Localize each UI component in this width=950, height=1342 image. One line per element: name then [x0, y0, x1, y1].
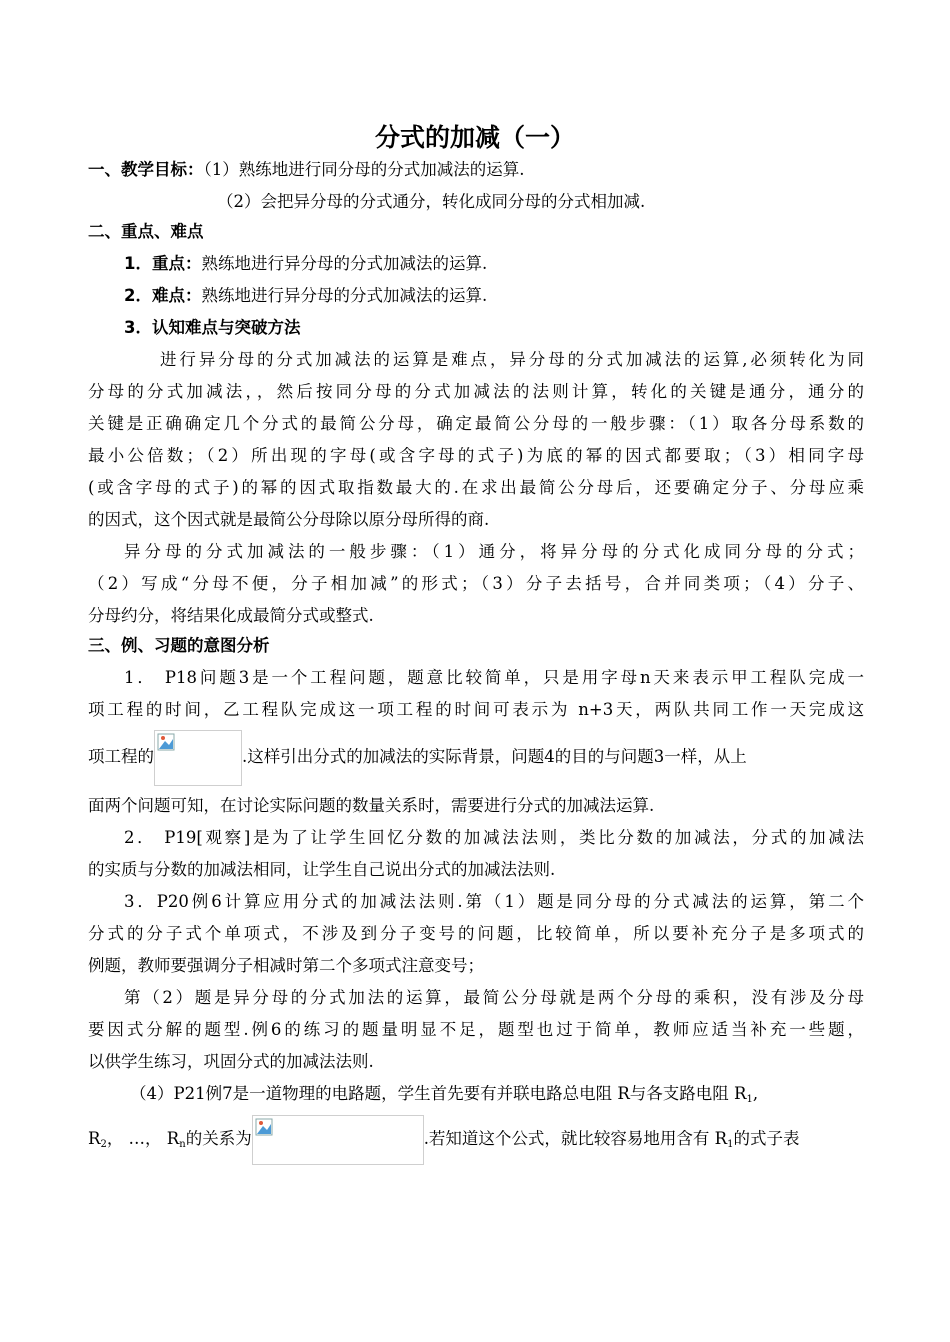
- paragraph-line: 项工程的时间，乙工程队完成这一项工程的时间可表示为 n+3天，两队共同工作一天完成这: [88, 700, 864, 719]
- goal-2: （2）会把异分母的分式通分，转化成同分母的分式相加减.: [217, 192, 646, 211]
- section-heading-analysis: 三、例、习题的意图分析: [88, 636, 270, 655]
- formula-line-2: [88, 1112, 864, 1166]
- paragraph-line: 分母约分，将结果化成最简分式或整式.: [88, 606, 374, 625]
- paragraph-line: (或含字母的式子)的幂的因式取指数最大的.在求出最简公分母后，还要确定分子、分母应乘: [88, 478, 864, 497]
- keypoint-1-label: 1．重点：: [124, 254, 202, 273]
- section-heading-keypoints: 二、重点、难点: [88, 222, 204, 241]
- circuit-line-1: [130, 1078, 870, 1110]
- paragraph-line: 关键是正确确定几个分式的最简公分母，确定最简公分母的一般步骤：（1）取各分母系数的: [88, 414, 864, 433]
- subscript: 2: [100, 1139, 107, 1150]
- broken-image-icon: [157, 733, 175, 751]
- paragraph-line: 要因式分解的题型.例6的练习的题量明显不足，题型也过于简单，教师应适当补充一些题，: [88, 1020, 864, 1039]
- paragraph-line: 最小公倍数；（2）所出现的字母(或含字母的式子)为底的幂的因式都要取；（3）相同字母: [88, 446, 864, 465]
- text-segment: （4）P21例7是一道物理的电路题，学生首先要有并联电路总电阻 R与各支路电阻 R: [130, 1084, 747, 1103]
- page-title: 分式的加减（一）: [374, 123, 575, 152]
- paragraph-line: 1． P18问题3是一个工程问题，题意比较简单，只是用字母n天来表示甲工程队完成一: [124, 668, 864, 687]
- paragraph-line: 进行异分母的分式加减法的运算是难点，异分母的分式加减法的运算,必须转化为同: [160, 350, 864, 369]
- text-segment: .这样引出分式的加减法的实际背景，问题4的目的与问题3一样，从上: [242, 747, 747, 766]
- paragraph-line: 分式的分子式个单项式，不涉及到分子变号的问题，比较简单，所以要补充分子是多项式的: [88, 924, 864, 943]
- text-segment: .若知道这个公式，就比较容易地用含有 R: [423, 1129, 728, 1148]
- goal-1: （1）熟练地进行同分母的分式加减法的运算.: [203, 160, 525, 179]
- section-heading-goals: 一、教学目标：: [88, 160, 204, 179]
- paragraph-line: 的实质与分数的加减法相同，让学生自己说出分式的加减法法则.: [88, 860, 556, 879]
- formula-image-placeholder: [154, 730, 242, 786]
- keypoint-1: [124, 248, 900, 280]
- formula-line-1: [88, 728, 864, 786]
- subscript: 1: [746, 1094, 753, 1105]
- text-segment: ,: [752, 1084, 759, 1103]
- teaching-goals-line1: [88, 154, 864, 186]
- paragraph-line: 面两个问题可知，在讨论实际问题的数量关系时，需要进行分式的加减法运算.: [88, 796, 655, 815]
- keypoint-3-label: 3．认知难点与突破方法: [124, 318, 301, 337]
- paragraph-line: 异分母的分式加减法的一般步骤：（1）通分，将异分母的分式化成同分母的分式；: [124, 542, 864, 561]
- text-segment: 的式子表: [733, 1129, 800, 1148]
- subscript: n: [179, 1139, 186, 1150]
- paragraph-line: 3．P20例6计算应用分式的加减法法则.第（1）题是同分母的分式减法的运算，第二个: [124, 892, 864, 911]
- keypoint-1-text: 熟练地进行异分母的分式加减法的运算.: [201, 254, 488, 273]
- text-segment: ， …， R: [106, 1129, 180, 1148]
- paragraph-line: 以供学生练习，巩固分式的加减法法则.: [88, 1052, 374, 1071]
- formula-image-placeholder: [252, 1115, 424, 1165]
- paragraph-line: （2）写成“分母不便，分子相加减”的形式；（3）分子去括号，合并同类项；（4）分子、: [88, 574, 864, 593]
- subscript: 1: [727, 1139, 734, 1150]
- paragraph-line: 分母的分式加减法，，然后按同分母的分式加减法的法则计算，转化的关键是通分，通分的: [88, 382, 864, 401]
- text-segment: 的关系为: [185, 1129, 252, 1148]
- keypoint-2-text: 熟练地进行异分母的分式加减法的运算.: [201, 286, 488, 305]
- broken-image-icon: [255, 1118, 273, 1136]
- paragraph-line: 2． P19[观察]是为了让学生回忆分数的加减法法则，类比分数的加减法，分式的加减法: [124, 828, 864, 847]
- keypoint-2: [124, 280, 900, 312]
- keypoint-2-label: 2．难点：: [124, 286, 202, 305]
- text-segment: R: [88, 1129, 101, 1148]
- paragraph-line: 例题，教师要强调分子相减时第二个多项式注意变号；: [88, 956, 484, 975]
- paragraph-line: 第（2）题是异分母的分式加法的运算，最简公分母就是两个分母的乘积，没有涉及分母: [124, 988, 864, 1007]
- text-segment: 项工程的: [88, 747, 154, 766]
- paragraph-line: 的因式，这个因式就是最简公分母除以原分母所得的商.: [88, 510, 490, 529]
